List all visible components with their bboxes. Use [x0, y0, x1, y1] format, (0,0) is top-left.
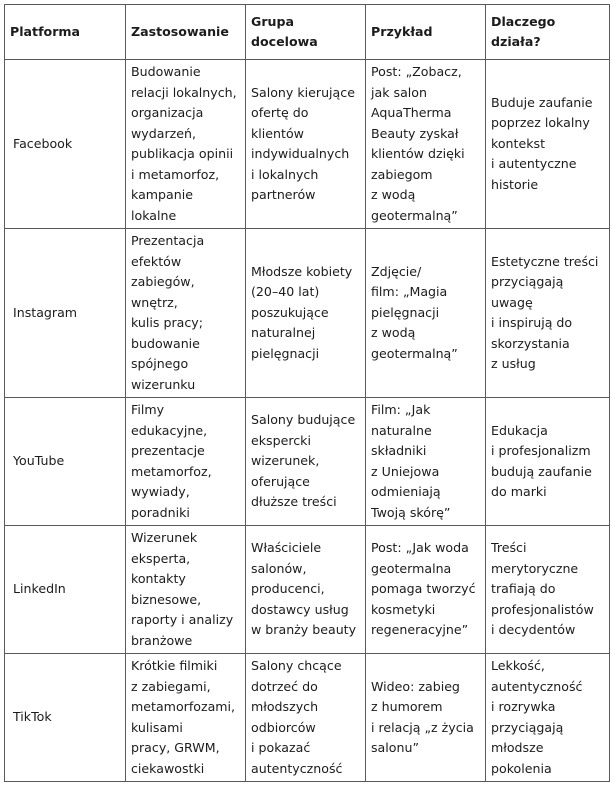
- example-cell: Zdjęcie/ film: „Magia pielęgnacji z wodą geotermalną”: [366, 229, 486, 398]
- why-cell: Estetyczne treści przyciągają uwagę i inspirują do skorzystania z usług: [486, 229, 610, 398]
- table-header-row: [5, 5, 610, 60]
- why-cell: Lekkość, autentyczność i rozrywka przyciągają młodsze pokolenia: [486, 654, 610, 782]
- audience-cell: Salony budujące ekspercki wizerunek, oferujące dłuższe treści: [246, 398, 366, 526]
- audience-cell: Właściciele salonów, producenci, dostawcy usług w branży beauty: [246, 526, 366, 654]
- use-cell: Krótkie filmiki z zabiegami, metamorfozami, kulisami pracy, GRWM, ciekawostki: [126, 654, 246, 782]
- table-row-instagram: [5, 229, 610, 398]
- example-cell: Wideo: zabieg z humorem i relacją „z życia salonu”: [366, 654, 486, 782]
- use-cell: Budowanie relacji lokalnych, organizacja wydarzeń, publikacja opinii i metamorfoz, kampanie lokalne: [126, 60, 246, 229]
- platform-name: Instagram: [5, 229, 126, 398]
- why-cell: Treści merytoryczne trafiają do profesjonalistów i decydentów: [486, 526, 610, 654]
- table-row-linkedin: [5, 526, 610, 654]
- example-cell: Post: „Zobacz, jak salon AquaTherma Beauty zyskał klientów dzięki zabiegom z wodą geotermalną”: [366, 60, 486, 229]
- header-zastosowanie: Zastosowanie: [126, 5, 246, 60]
- use-cell: Wizerunek eksperta, kontakty biznesowe, raporty i analizy branżowe: [126, 526, 246, 654]
- platform-name: LinkedIn: [5, 526, 126, 654]
- platform-name: YouTube: [5, 398, 126, 526]
- table-row-youtube: [5, 398, 610, 526]
- use-cell: Filmy edukacyjne, prezentacje metamorfoz, wywiady, poradniki: [126, 398, 246, 526]
- header-przyklad: Przykład: [366, 5, 486, 60]
- why-cell: Buduje zaufanie poprzez lokalny kontekst i autentyczne historie: [486, 60, 610, 229]
- why-cell: Edukacja i profesjonalizm budują zaufanie do marki: [486, 398, 610, 526]
- table-row-tiktok: [5, 654, 610, 782]
- use-cell: Prezentacja efektów zabiegów, wnętrz, kulis pracy; budowanie spójnego wizerunku: [126, 229, 246, 398]
- platform-comparison-table: [4, 4, 610, 782]
- platform-name: TikTok: [5, 654, 126, 782]
- header-platforma: Platforma: [5, 5, 126, 60]
- example-cell: Post: „Jak woda geotermalna pomaga tworzyć kosmetyki regeneracyjne”: [366, 526, 486, 654]
- audience-cell: Młodsze kobiety (20–40 lat) poszukujące naturalnej pielęgnacji: [246, 229, 366, 398]
- header-grupa-docelowa: Grupa docelowa: [246, 5, 366, 60]
- platform-name: Facebook: [5, 60, 126, 229]
- header-dlaczego-dziala: Dlaczego działa?: [486, 5, 610, 60]
- audience-cell: Salony kierujące ofertę do klientów indywidualnych i lokalnych partnerów: [246, 60, 366, 229]
- audience-cell: Salony chcące dotrzeć do młodszych odbiorców i pokazać autentyczność: [246, 654, 366, 782]
- example-cell: Film: „Jak naturalne składniki z Uniejowa odmieniają Twoją skórę”: [366, 398, 486, 526]
- table-row-facebook: [5, 60, 610, 229]
